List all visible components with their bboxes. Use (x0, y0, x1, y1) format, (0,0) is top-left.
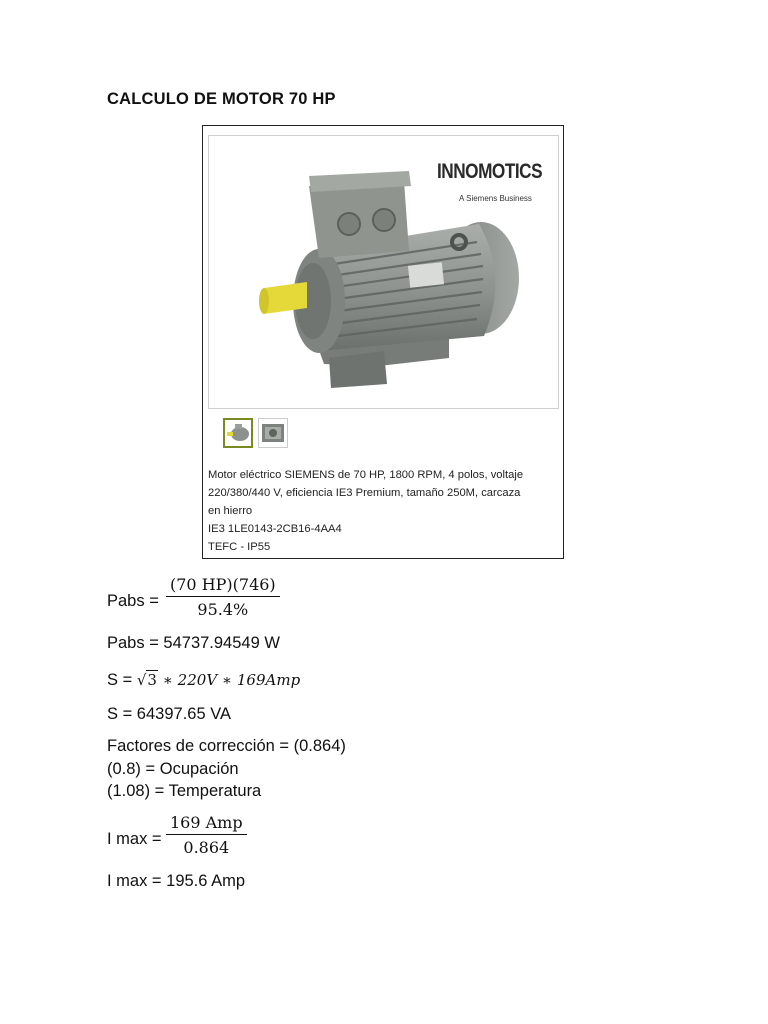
description-line: 220/380/440 V, eficiencia IE3 Premium, tamaño 250M, carcaza (208, 487, 521, 499)
sqrt-symbol: √3 (136, 671, 157, 689)
pabs-numerator: (70 HP)(746) (170, 575, 276, 594)
imax-denominator: 0.864 (183, 838, 230, 857)
product-photo (208, 135, 559, 409)
imax-numerator: 169 Amp (170, 813, 243, 832)
s-formula (107, 671, 300, 690)
pabs-fraction (166, 575, 280, 619)
s-result: S = 64397.65 VA (107, 705, 231, 723)
correction-factors: Factores de corrección = (0.864) (107, 737, 346, 755)
s-expression (137, 671, 300, 689)
imax-fraction (166, 813, 247, 857)
description-line: en hierro (208, 505, 253, 517)
temperature-factor: (1.08) = Temperatura (107, 782, 262, 800)
motor-detail-thumb-icon (259, 419, 287, 447)
imax-label: I max = (107, 830, 162, 848)
model-code: IE3 1LE0143-2CB16-4AA4 (208, 523, 342, 535)
pabs-label: Pabs = (107, 592, 159, 610)
motor-thumb-icon (225, 420, 251, 446)
pabs-result: Pabs = 54737.94549 W (107, 634, 280, 652)
pabs-denominator: 95.4% (197, 600, 249, 619)
product-card (202, 125, 564, 559)
imax-result: I max = 195.6 Amp (107, 872, 246, 890)
thumbnail-1[interactable] (223, 418, 253, 448)
sqrt-argument: 3 (147, 671, 157, 689)
s-label: S = (107, 671, 133, 689)
brand-logo: INNOMOTICS (437, 160, 543, 183)
occupation-factor: (0.8) = Ocupación (107, 760, 239, 778)
s-expression-rest: ∗ 220V ∗ 169Amp (162, 671, 301, 689)
brand-tagline: A Siemens Business (459, 194, 532, 203)
description-line: Motor eléctrico SIEMENS de 70 HP, 1800 RPM, 4 polos, voltaje (208, 469, 524, 481)
thumbnail-2[interactable] (258, 418, 288, 448)
protection-rating: TEFC - IP55 (208, 541, 271, 553)
page-title: CALCULO DE MOTOR 70 HP (107, 90, 336, 108)
product-description (208, 466, 560, 556)
